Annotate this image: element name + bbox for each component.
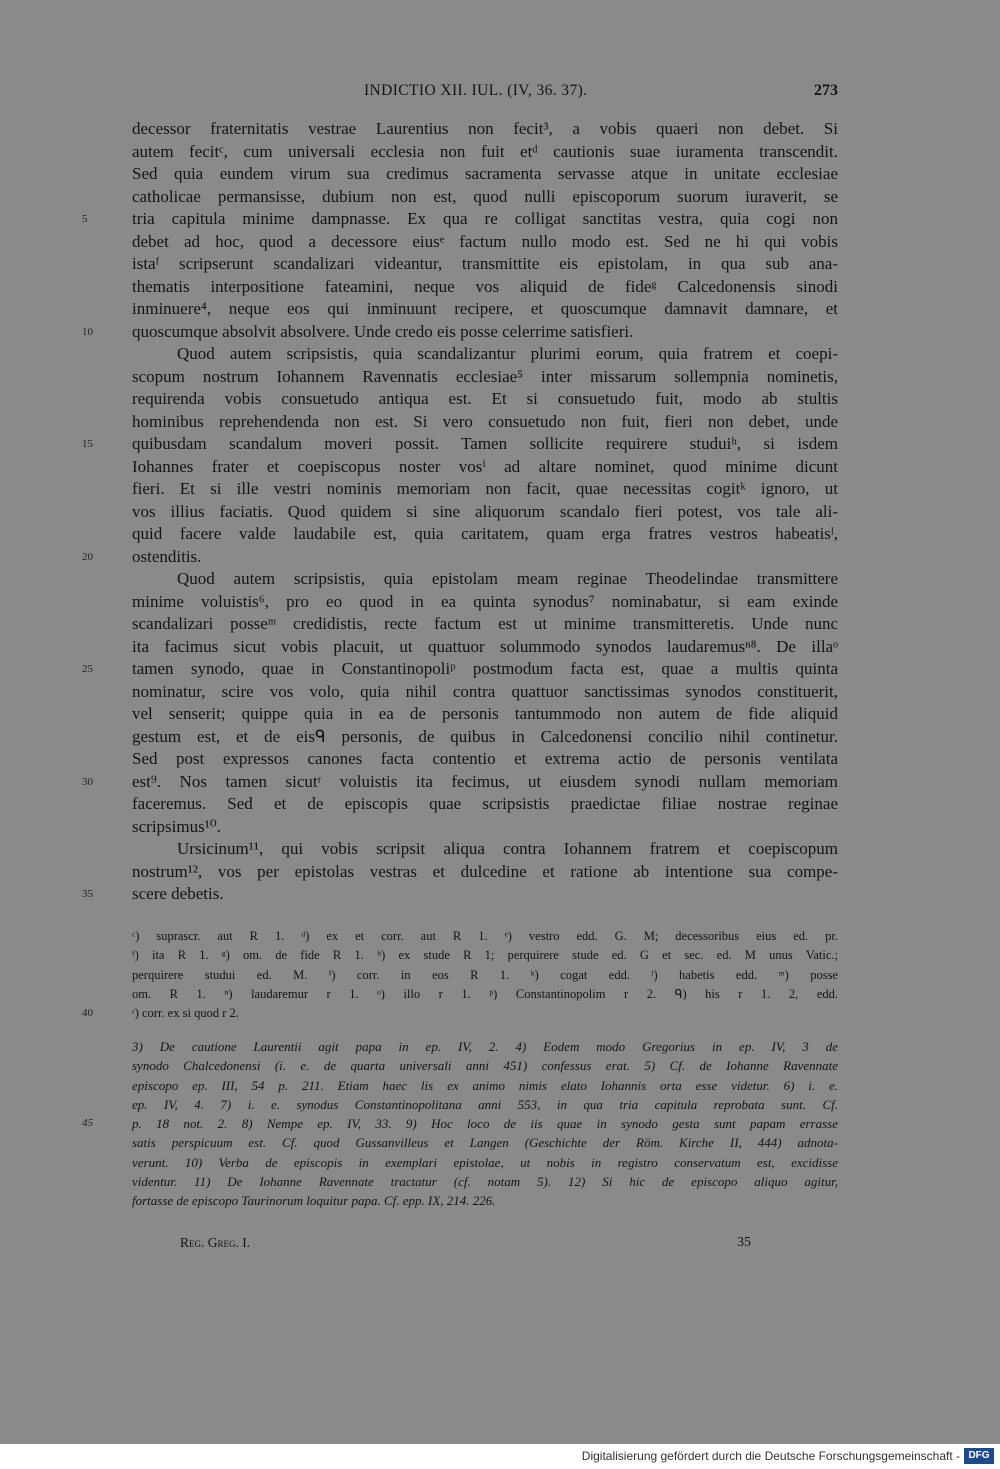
line-text: scripsimus¹⁰. xyxy=(132,816,221,836)
text-line xyxy=(132,186,838,209)
line-text: p. 18 not. 2. 8) Nempe ep. IV, 33. 9) Hoc loco de iis quae in synodo gesta sunt papam errasse xyxy=(132,1116,838,1132)
line-text: scere debetis. xyxy=(132,884,224,903)
footnote-line xyxy=(132,1056,838,1075)
line-text: quid facere valde laudabile est, quia caritatem, quam erga fratres vestros habeatisˡ, xyxy=(132,524,838,543)
line-text: episcopo ep. III, 54 p. 211. Etiam haec lis ex animo nimis elato Iohannis orta esse videtur. 6) i. e. xyxy=(132,1077,838,1093)
line-text: vos illius faciatis. Quod quidem si sine aliquorum scandalo fieri potest, vos tale ali- xyxy=(132,501,838,521)
text-line xyxy=(132,501,838,524)
line-text: ʳ) corr. ex si quod r 2. xyxy=(132,1006,239,1021)
text-line xyxy=(82,883,838,906)
text-line xyxy=(132,253,838,276)
line-text: Sed quia eundem virum sua credimus sacramenta servasse atque in unitate ecclesiae xyxy=(132,164,838,183)
text-line xyxy=(132,366,838,389)
text-line xyxy=(132,568,838,591)
line-text: inminuere⁴, neque eos qui inminuunt recipere, et quoscumque damnavit damnare, et xyxy=(132,299,838,318)
line-text: autem fecitᶜ, cum universali ecclesia non fuit etᵈ cautionis suae iuramenta transcendit. xyxy=(132,141,838,161)
line-number: 10 xyxy=(82,325,93,338)
line-text: Sed post expressos canones facta contentio et extrema actio de personis ventilata xyxy=(132,749,838,768)
line-text: faceremus. Sed et de episcopis quae scripsistis praedictae filiae nostrae reginae xyxy=(132,794,838,813)
apparatus-line xyxy=(82,1004,838,1023)
line-number: 35 xyxy=(82,888,93,900)
line-text: om. R 1. ⁿ) laudaremur r 1. ᵒ) illo r 1. ᵖ) Constantinopolim r 2. ᑫ) his r 1. 2, edd. xyxy=(132,986,838,1001)
line-text: 3) De cautione Laurentii agit papa in ep. IV, 2. 4) Eodem modo Gregorius in ep. IV, 3 de xyxy=(132,1039,838,1054)
line-text: fortasse de episcopo Taurinorum loquitur papa. Cf. epp. IX, 214. 226. xyxy=(132,1193,496,1209)
line-text: quoscumque absolvit absolvere. Unde credo eis posse celerrime satisfieri. xyxy=(132,321,634,341)
critical-apparatus xyxy=(82,927,838,1023)
line-text: synodo Chalcedonensi (i. e. de quarta universali anni 451) confessus erat. 5) Cf. de Iohanne Ravennate xyxy=(132,1058,838,1074)
funding-banner xyxy=(0,1444,1000,1469)
footnote-line xyxy=(132,1191,838,1210)
text-line xyxy=(132,298,838,321)
text-line xyxy=(132,591,838,614)
footnote-line xyxy=(132,1153,838,1172)
text-line xyxy=(132,726,838,749)
line-number: 15 xyxy=(82,438,93,450)
line-text: decessor fraternitatis vestrae Laurentius non fecit³, a vobis quaeri non debet. Si xyxy=(132,119,838,138)
text-line xyxy=(132,163,838,186)
text-line xyxy=(132,636,838,659)
apparatus-line xyxy=(132,946,838,965)
line-text: ita facimus sicut vobis placuit, ut quattuor solummodo synodos laudaremusⁿ⁸. De illaᵒ xyxy=(132,636,838,656)
line-text: perquirere studui ed. M. ⁱ) corr. in eos R 1. ᵏ) cogat edd. ˡ) habetis edd. ᵐ) posse xyxy=(132,967,838,982)
line-text: satis perspicuum est. Cf. quod Gussanvilleus et Langen (Geschichte der Röm. Kirche II, 444) adnota- xyxy=(132,1135,838,1151)
text-line xyxy=(132,411,838,434)
line-number: 45 xyxy=(82,1117,93,1130)
text-line xyxy=(132,861,838,884)
page-number: 273 xyxy=(814,82,838,99)
line-text: fieri. Et si ille vestri nominis memoriam non facit, quae necessitas cogitᵏ ignoro, ut xyxy=(132,479,838,498)
text-line xyxy=(132,388,838,411)
line-text: verunt. 10) Verba de episcopis in exemplari epistolae, ut nobis in registro conservatum est, excidisse xyxy=(132,1154,838,1170)
signature-number: 35 xyxy=(737,1235,751,1250)
line-text: nominatur, scire vos volo, quia nihil contra quattuor sanctissimas synodos constituerit, xyxy=(132,681,838,701)
running-title: INDICTIO XII. IUL. (IV, 36. 37). xyxy=(364,82,588,99)
line-text: thematis interpositione fateamini, neque vos aliquid de fideᵍ Calcedonensis sinodi xyxy=(132,276,838,296)
text-line xyxy=(82,771,838,794)
line-number: 30 xyxy=(82,775,93,788)
line-text: ostenditis. xyxy=(132,546,202,566)
line-text: requirenda vobis consuetudo antiqua est. Et si consuetudo fuit, modo ab stultis xyxy=(132,389,838,408)
footnote-line xyxy=(132,1037,838,1056)
line-number: 40 xyxy=(82,1007,93,1020)
footnote-line xyxy=(82,1114,838,1133)
text-line xyxy=(82,658,838,681)
line-text: Iohannes frater et coepiscopus noster vosⁱ ad altare nominet, quod minime dicunt xyxy=(132,456,838,476)
text-line xyxy=(82,546,838,569)
line-text: gestum est, et de eisᑫ personis, de quibus in Calcedonensi concilio nihil continetur. xyxy=(132,726,838,746)
text-line xyxy=(132,456,838,479)
line-text: est⁹. Nos tamen sicutʳ voluistis ita fecimus, ut eiusdem synodi nullam memoriam xyxy=(132,771,838,791)
text-line xyxy=(132,793,838,816)
footnote-line xyxy=(132,1095,838,1114)
line-text: quibusdam scandalum moveri possit. Tamen sollicite requirere studuiʰ, si isdem xyxy=(132,434,838,453)
footnotes xyxy=(82,1037,838,1211)
line-number: 25 xyxy=(82,663,93,675)
main-text xyxy=(82,118,838,906)
line-text: minime voluistis⁶, pro eo quod in ea quinta synodus⁷ nominabatur, si eam exinde xyxy=(132,591,838,611)
dfg-logo-icon: DFG xyxy=(964,1448,994,1464)
line-text: catholicae permansisse, dubium non est, quod nulli episcoporum suorum iuraverit, se xyxy=(132,186,838,206)
text-line xyxy=(132,231,838,254)
text-line xyxy=(82,208,838,231)
text-line xyxy=(132,816,838,839)
line-number: 5 xyxy=(82,213,88,225)
line-text: vel senserit; quippe quia in ea de personis tantummodo non autem de fide aliquid xyxy=(132,704,838,723)
line-text: scopum nostrum Iohannem Ravennatis ecclesiae⁵ inter missarum sollempnia nominetis, xyxy=(132,366,838,386)
text-line xyxy=(82,433,838,456)
text-line xyxy=(132,613,838,636)
line-text: videntur. 11) De Iohanne Ravennate tractatur (cf. notam 5). 12) Si hic de episcopo aliquo agitur, xyxy=(132,1174,838,1190)
text-line xyxy=(132,118,838,141)
text-line xyxy=(132,276,838,299)
line-text: nostrum¹², vos per epistolas vestras et dulcedine et ratione ab intentione sua compe- xyxy=(132,861,838,881)
text-line xyxy=(132,681,838,704)
line-number: 20 xyxy=(82,550,93,563)
apparatus-line xyxy=(132,985,838,1004)
footnote-line xyxy=(132,1076,838,1095)
funding-text: Digitalisierung gefördert durch die Deutsche Forschungsgemeinschaft - xyxy=(581,1449,960,1463)
apparatus-line xyxy=(132,927,838,946)
text-line xyxy=(82,321,838,344)
text-line xyxy=(132,838,838,861)
apparatus-line xyxy=(132,966,838,985)
running-header xyxy=(132,82,838,108)
signature-mark: Reg. Greg. I. xyxy=(180,1235,251,1250)
line-text: tamen synodo, quae in Constantinopoliᵖ postmodum facta est, quae a multis quinta xyxy=(132,659,838,678)
text-line xyxy=(132,523,838,546)
text-line xyxy=(132,478,838,501)
line-text: scandalizari posseᵐ credidistis, recte factum est ut minime transmitteretis. Unde nunc xyxy=(132,614,838,633)
footnote-line xyxy=(132,1133,838,1152)
footnote-line xyxy=(132,1172,838,1191)
text-line xyxy=(132,703,838,726)
line-text: hominibus reprehendenda non est. Si vero consuetudo non fuit, fieri non debet, unde xyxy=(132,411,838,431)
text-line xyxy=(132,141,838,164)
text-line xyxy=(132,748,838,771)
line-text: ᶜ) suprascr. aut R 1. ᵈ) ex et corr. aut R 1. ᵉ) vestro edd. G. M; decessoribus eius ed. pr. xyxy=(132,929,838,943)
line-text: debet ad hoc, quod a decessore eiusᵉ factum nullo modo est. Sed ne hi qui vobis xyxy=(132,231,838,251)
line-text: ep. IV, 4. 7) i. e. synodus Constantinopolitana anni 553, in qua tria capitula reprobata sunt. Cf. xyxy=(132,1096,838,1112)
text-line xyxy=(132,343,838,366)
line-text: istaᶠ scripserunt scandalizari videantur, transmittite eis epistolam, in qua sub ana- xyxy=(132,254,838,273)
line-text: Ursicinum¹¹, qui vobis scripsit aliqua contra Iohannem fratrem et coepiscopum xyxy=(177,839,838,858)
line-text: Quod autem scripsistis, quia scandalizantur plurimi eorum, quia fratrem et coepi- xyxy=(177,344,838,363)
line-text: ᶠ) ita R 1. ᵍ) om. de fide R 1. ʰ) ex stude R 1; perquirere stude ed. G et sec. ed. M unus Vatic.; xyxy=(132,948,838,963)
line-text: Quod autem scripsistis, quia epistolam meam reginae Theodelindae transmittere xyxy=(177,569,838,588)
line-text: tria capitula minime dampnasse. Ex qua re colligat sanctitas vestra, quia cogi non xyxy=(132,209,838,228)
